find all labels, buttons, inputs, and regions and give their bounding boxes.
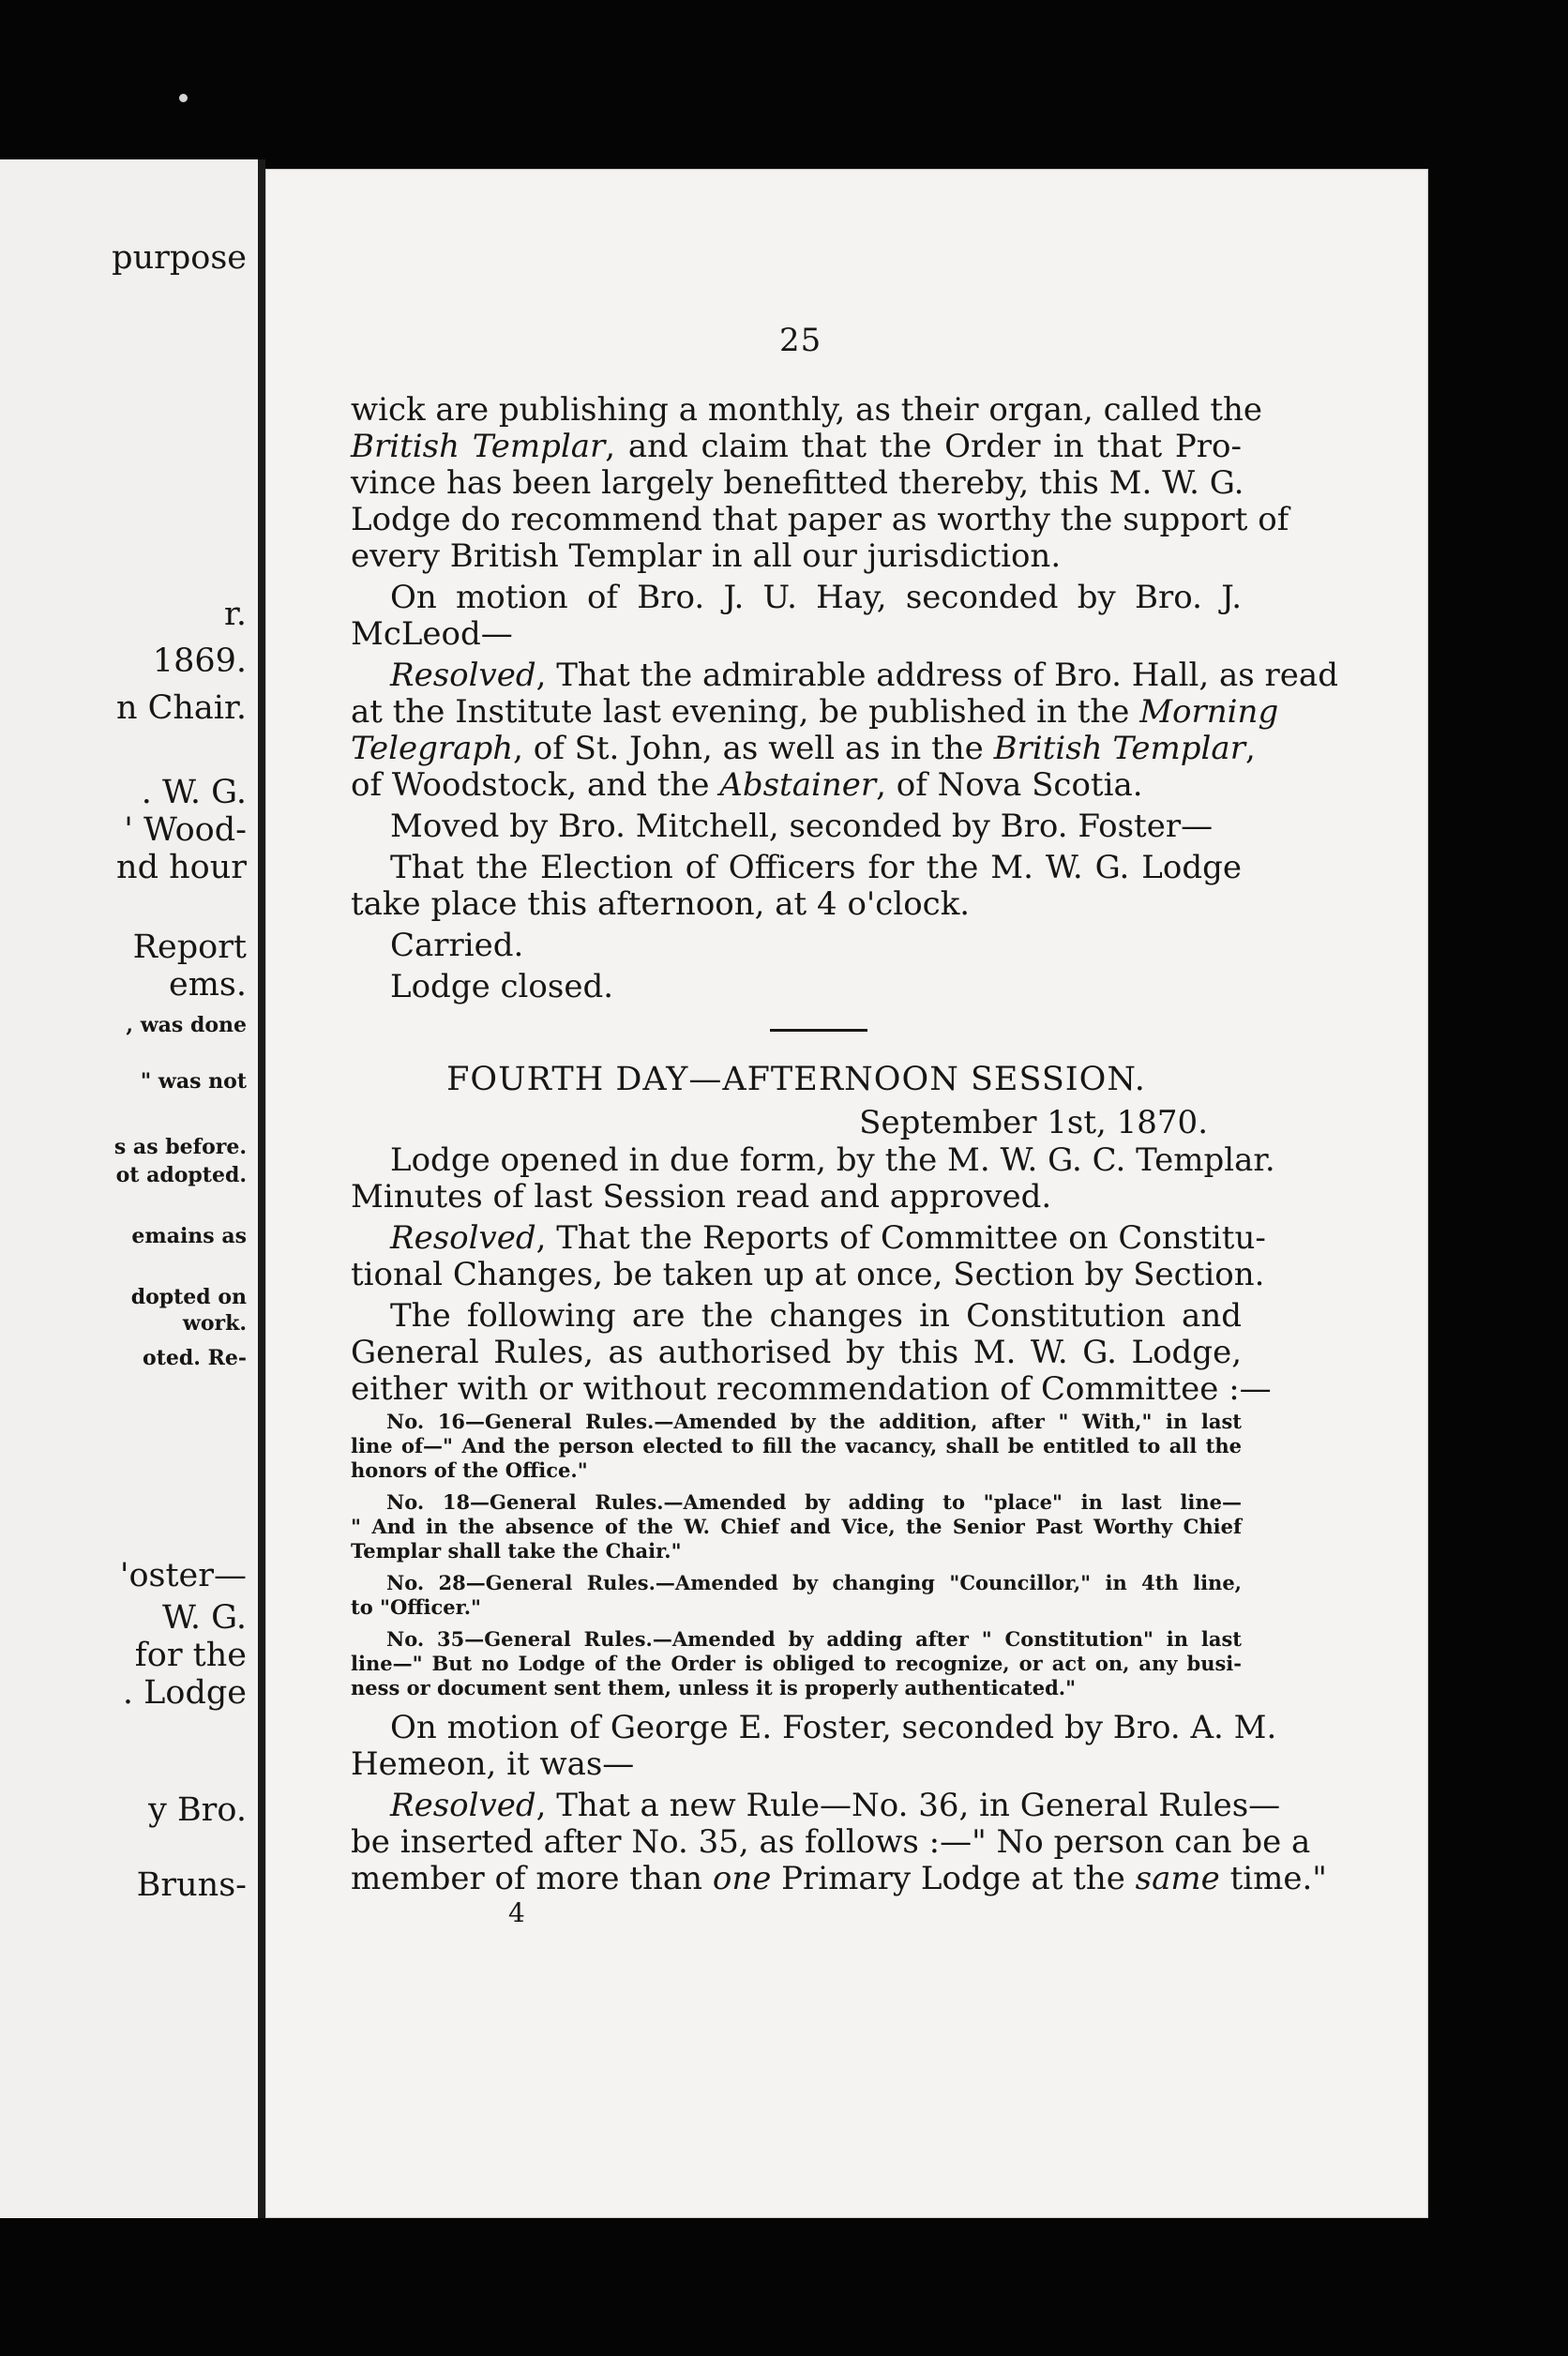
rule-amendment-line: to "Officer." [351,1595,482,1619]
italic-text: Telegraph [351,730,514,767]
left-page-text: Report [132,929,247,966]
left-page-text: s as before. [113,1135,247,1159]
signature-mark: 4 [508,1897,525,1928]
text-line: McLeod— [351,615,513,653]
text-line: wick are publishing a monthly, as their organ, called the [351,391,1263,429]
left-page-text: r. [223,596,247,633]
text-line: of Woodstock, and the Abstainer, of Nova Scotia. [351,766,1143,804]
text-line: tional Changes, be taken up at once, Section by Section. [351,1256,1265,1293]
rule-amendments [351,1410,1242,1700]
text-line: On motion of George E. Foster, seconded by Bro. A. M. [390,1709,1277,1746]
left-page-text: ems. [169,966,247,1004]
paragraph-resolved-new-rule [351,1787,1327,1897]
rule-amendment-line: ness or document sent them, unless it is properly authenticated." [351,1676,1077,1699]
paragraph-following-changes [351,1297,1272,1408]
text-line: Minutes of last Session read and approved. [351,1178,1052,1216]
left-page-text: dopted on [130,1285,247,1309]
left-page-text: 'oster— [119,1557,247,1594]
left-page-text: 1869. [152,642,247,680]
paragraph-election [351,850,1242,923]
left-page-text: . W. G. [141,774,247,811]
rule-amendment-line: No. 16—General Rules.—Amended by the addition, after " With," in last [386,1410,1242,1433]
section-heading: FOURTH DAY—AFTERNOON SESSION. [446,1061,1146,1098]
text-line: take place this afternoon, at 4 o'clock. [351,885,971,923]
rule-amendment-line: No. 35—General Rules.—Amended by adding after " Constitution" in last [386,1627,1242,1651]
left-page-text: " was not [140,1069,247,1094]
paragraph-opened [351,1141,1275,1216]
paragraph-motion-hay [351,580,1242,653]
left-page-text: nd hour [116,849,247,886]
left-page-text: . Lodge [122,1674,247,1712]
left-page-text: for the [134,1637,247,1674]
rule-amendment-line: honors of the Office." [351,1458,588,1482]
left-page-text: n Chair. [115,689,247,727]
text-line: Lodge opened in due form, by the M. W. G. C. Templar. [390,1141,1275,1179]
left-page-text: emains as [131,1224,247,1248]
lodge-closed-line: Lodge closed. [390,968,614,1005]
text-line: That the Election of Officers for the M. W. G. Lodge [390,849,1242,886]
speck [179,94,188,102]
left-page-text: ot adopted. [115,1163,247,1187]
paragraph-british-templar [351,391,1289,575]
italic-text: Resolved [390,1219,536,1257]
page-number: 25 [779,322,822,359]
page-body [351,391,1338,1929]
paragraph-motion-foster [351,1709,1277,1783]
section-divider [770,1029,867,1032]
text-line: Resolved, That the admirable address of Bro. Hall, as read [390,657,1338,694]
moved-line: Moved by Bro. Mitchell, seconded by Bro. Foster— [390,808,1214,845]
text-line: Hemeon, it was— [351,1745,635,1783]
text-line: British Templar, and claim that the Order in that Pro- [351,428,1242,465]
left-page-text: Bruns- [136,1866,247,1904]
left-page-text: oted. Re- [143,1346,247,1370]
paragraph-resolved-address [351,657,1338,804]
text-line: On motion of Bro. J. U. Hay, seconded by Bro. J. [390,579,1242,616]
italic-text: Abstainer [719,766,877,804]
text-line: vince has been largely benefitted thereby, this M. W. G. [351,464,1244,502]
rule-amendment-line: No. 18—General Rules.—Amended by adding to "place" in last line— [386,1490,1242,1514]
paragraph-resolved-reports [351,1219,1266,1293]
text-line: The following are the changes in Constitution and [390,1297,1242,1335]
italic-text: British Templar [993,730,1245,767]
left-page-text: W. G. [162,1599,247,1637]
text-line: Resolved, That a new Rule—No. 36, in General Rules— [390,1787,1281,1824]
rule-amendment-line: No. 28—General Rules.—Amended by changing "Councillor," in 4th line, [386,1571,1242,1594]
left-page-text: ' Wood- [124,811,247,849]
text-line: every British Templar in all our jurisdiction. [351,537,1062,575]
italic-text: Resolved [390,1787,536,1824]
rule-amendment-line: " And in the absence of the W. Chief and Vice, the Senior Past Worthy Chief [351,1515,1242,1538]
text-line: member of more than one Primary Lodge at the same time." [351,1860,1327,1897]
page [265,169,1428,2218]
left-page-fragment [0,159,265,2218]
italic-text: Resolved [390,657,536,694]
session-date: September 1st, 1870. [859,1104,1208,1141]
left-page-text: y Bro. [148,1791,247,1829]
italic-text: British Templar [351,428,606,465]
text-line: either with or without recommendation of Committee :— [351,1370,1272,1408]
carried-line: Carried. [390,927,524,964]
left-page-text: work. [182,1311,247,1336]
left-page-text: , was done [126,1013,247,1037]
text-line: at the Institute last evening, be published in the Morning [351,693,1279,731]
rule-amendment-line: line—" But no Lodge of the Order is obliged to recognize, or act on, any busi- [351,1652,1242,1675]
italic-text: same [1135,1860,1220,1897]
text-line: Resolved, That the Reports of Committee on Constitu- [390,1219,1266,1257]
rule-amendment-line: Templar shall take the Chair." [351,1539,682,1563]
rule-amendment-line: line of—" And the person elected to fill the vacancy, shall be entitled to all the [351,1434,1242,1457]
italic-text: Morning [1139,693,1279,731]
text-line: be inserted after No. 35, as follows :—" No person can be a [351,1823,1311,1861]
italic-text: one [712,1860,772,1897]
text-line: Telegraph, of St. John, as well as in the British Templar, [351,730,1256,767]
text-line: Lodge do recommend that paper as worthy the support of [351,501,1289,538]
left-page-text: purpose [112,239,247,277]
text-line: General Rules, as authorised by this M. W. G. Lodge, [351,1334,1242,1371]
